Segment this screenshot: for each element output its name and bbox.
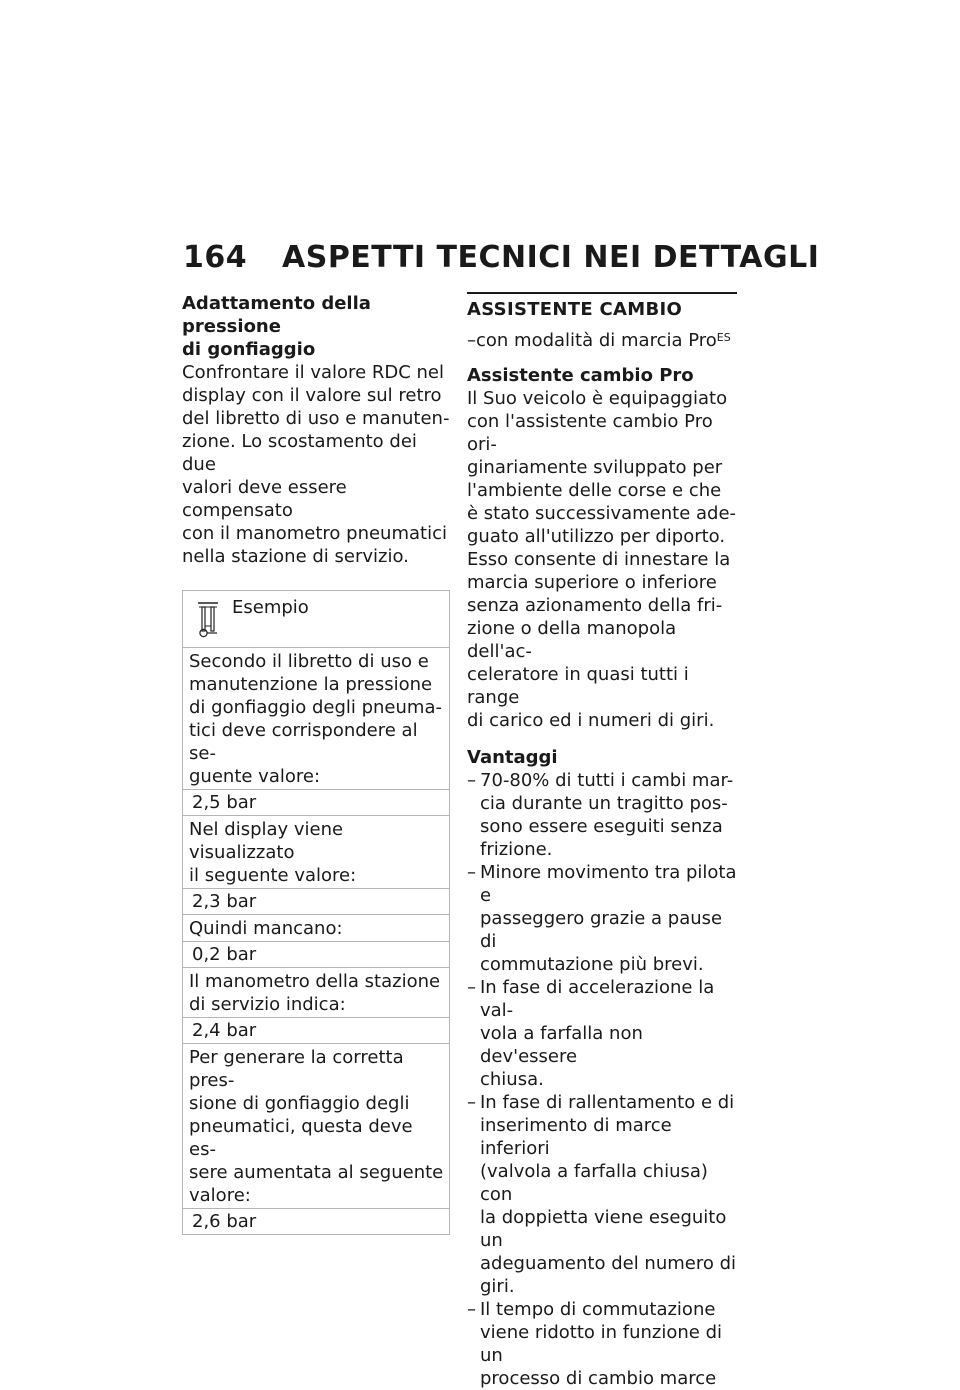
page-number: 164 [183,240,248,275]
text-line: Quindi mancano: [189,918,343,939]
heading-line: Adattamento della pressione [182,293,371,337]
text-line: è stato successivamente ade- [467,503,737,524]
example-row-text [183,816,449,889]
list-item [467,861,739,976]
example-label: Esempio [232,597,309,618]
list-item [467,1298,739,1390]
text-line: sono essere eseguiti senza [480,816,723,837]
example-row-value: 2,6 bar [192,1211,257,1232]
list-item [467,1091,739,1298]
text-line: con il manometro pneumatici [182,523,447,544]
example-header [183,591,449,648]
text-line: il seguente valore: [189,865,357,886]
list-item [467,769,739,861]
text-line: Il manometro della stazione [189,971,441,992]
text-line: Esso consente di innestare la [467,549,731,570]
text-line: zione. Lo scostamento dei due [182,431,417,475]
right-column [467,292,739,1390]
mode-text: –con modalità di marcia Pro [467,330,717,351]
text-line: chiusa. [480,1069,544,1090]
text-line: di servizio indica: [189,994,346,1015]
text-line: vola a farfalla non dev'essere [480,1023,643,1067]
text-line: 70-80% di tutti i cambi mar- [480,770,734,791]
mode-superscript: ES [716,331,731,344]
text-line: sione di gonfiaggio degli [189,1093,410,1114]
list-dash: – [467,770,476,791]
text-line: sere aumentata al seguente [189,1162,444,1183]
text-line: frizione. [480,839,553,860]
text-line: ginariamente sviluppato per [467,457,723,478]
text-line: viene ridotto in funzione di un [480,1322,722,1366]
advantages-heading: Vantaggi [467,747,558,768]
text-line: (valvola a farfalla chiusa) con [480,1161,708,1205]
example-box [182,590,450,1235]
text-line: valori deve essere compensato [182,477,347,521]
text-line: inserimento di marce inferiori [480,1115,672,1159]
text-line: commutazione più brevi. [480,954,704,975]
text-line: Minore movimento tra pilota e [480,862,737,906]
text-line: passeggero grazie a pause di [480,908,723,952]
section-heading [182,292,450,361]
text-line: Per generare la corretta pres- [189,1047,404,1091]
text-line: la doppietta viene eseguito un [480,1207,727,1251]
text-line: Confrontare il valore RDC nel [182,362,445,383]
text-line: guato all'utilizzo per diporto. [467,526,726,547]
subheading: Assistente cambio Pro [467,365,694,386]
example-row-value: 2,5 bar [183,790,449,816]
text-line: cia durante un tragitto pos- [480,793,728,814]
left-column [182,292,450,1235]
text-line: processo di cambio marce [480,1368,717,1389]
text-line: adeguamento del numero di [480,1253,737,1274]
page-header [183,240,819,275]
text-line: tici deve corrispondere al se- [189,720,418,764]
text-line: senza azionamento della fri- [467,595,723,616]
text-line: pneumatici, questa deve es- [189,1116,413,1160]
text-line: Il Suo veicolo è equipaggiato [467,388,728,409]
text-line: guente valore: [189,766,321,787]
advantages-list [467,769,739,1390]
text-line: celeratore in quasi tutti i range [467,664,689,708]
body-paragraph [467,387,739,732]
example-row-text [183,1044,449,1209]
list-dash: – [467,862,476,883]
text-line: In fase di rallentamento e di [480,1092,735,1113]
text-line: di carico ed i numeri di giri. [467,710,715,731]
example-row-value: 2,3 bar [183,889,449,915]
example-row-value: 0,2 bar [183,942,449,968]
text-line: Il tempo di commutazione [480,1299,716,1320]
list-dash: – [467,1092,476,1113]
example-row-text [183,968,449,1018]
list-dash: – [467,977,476,998]
text-line: marcia superiore o inferiore [467,572,717,593]
tire-gauge-icon [197,599,219,639]
text-line: nella stazione di servizio. [182,546,409,567]
text-line: display con il valore sul retro [182,385,442,406]
text-line: del libretto di uso e manuten- [182,408,450,429]
text-line: con l'assistente cambio Pro ori- [467,411,713,455]
list-item [467,976,739,1091]
section-title: ASSISTENTE CAMBIO [467,292,737,321]
example-row-text [183,915,449,942]
example-row-text [183,648,449,790]
text-line: giri. [480,1276,515,1297]
text-line: di gonfiaggio degli pneuma- [189,697,442,718]
chapter-title: ASPETTI TECNICI NEI DETTAGLI [282,240,820,275]
text-line: valore: [189,1185,251,1206]
intro-paragraph [182,361,450,568]
list-dash: – [467,1299,476,1320]
text-line: manutenzione la pressione [189,674,433,695]
example-row-value: 2,4 bar [183,1018,449,1044]
heading-line: di gonfiaggio [182,339,316,360]
text-line: In fase di accelerazione la val- [480,977,715,1021]
text-line: Nel display viene visualizzato [189,819,344,863]
text-line: l'ambiente delle corse e che [467,480,722,501]
text-line: zione o della manopola dell'ac- [467,618,677,662]
text-line: Secondo il libretto di uso e [189,651,429,672]
mode-line [467,329,739,352]
